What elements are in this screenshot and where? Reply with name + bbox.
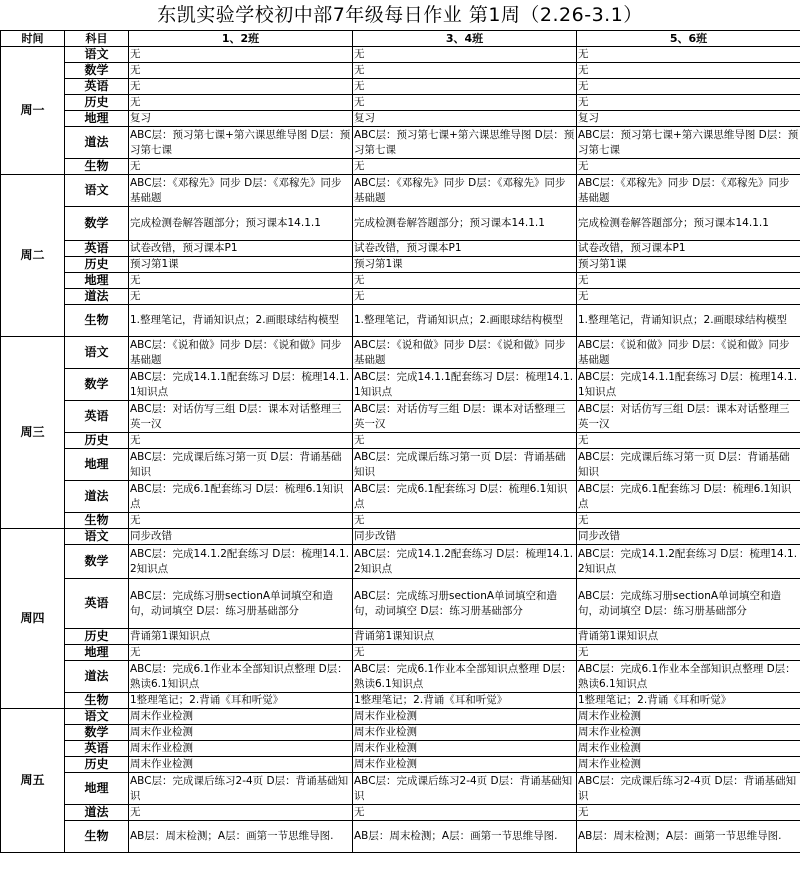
subject-cell: 数学 [65, 369, 129, 401]
header-class-5-6: 5、6班 [577, 31, 800, 47]
subject-cell: 数学 [65, 207, 129, 241]
homework-cell: ABC层：完成课后练习2-4页 D层：背诵基础知识 [129, 773, 353, 805]
homework-cell: 完成检测卷解答题部分；预习课本14.1.1 [129, 207, 353, 241]
homework-cell: 无 [129, 95, 353, 111]
header-time: 时间 [1, 31, 65, 47]
homework-cell: ABC层：预习第七课+第六课思维导图 D层：预习第七课 [577, 127, 800, 159]
day-cell: 周三 [1, 337, 65, 529]
homework-cell: ABC层：对话仿写三组 D层：课本对话整理三英一汉 [129, 401, 353, 433]
homework-cell: ABC层：完成6.1配套练习 D层：梳理6.1知识点 [577, 481, 800, 513]
homework-cell: ABC层：完成6.1作业本全部知识点整理 D层：熟读6.1知识点 [577, 661, 800, 693]
table-row [1, 513, 800, 529]
homework-cell: 试卷改错，预习课本P1 [353, 241, 577, 257]
homework-cell: 周末作业检测 [353, 725, 577, 741]
subject-cell: 生物 [65, 513, 129, 529]
table-row [1, 481, 800, 513]
subject-cell: 历史 [65, 95, 129, 111]
homework-cell: AB层：周末检测；A层：画第一节思维导图. [353, 821, 577, 853]
table-row [1, 111, 800, 127]
homework-cell: ABC层：完成14.1.2配套练习 D层：梳理14.1.2知识点 [129, 545, 353, 579]
table-row [1, 273, 800, 289]
table-row [1, 337, 800, 369]
homework-cell: 同步改错 [577, 529, 800, 545]
subject-cell: 语文 [65, 337, 129, 369]
homework-cell: 预习第1课 [353, 257, 577, 273]
subject-cell: 语文 [65, 529, 129, 545]
subject-cell: 语文 [65, 47, 129, 63]
homework-cell: 无 [353, 513, 577, 529]
homework-cell: ABC层：完成课后练习第一页 D层：背诵基础知识 [353, 449, 577, 481]
homework-cell: 无 [129, 513, 353, 529]
subject-cell: 道法 [65, 127, 129, 159]
subject-cell: 语文 [65, 175, 129, 207]
table-row [1, 175, 800, 207]
subject-cell: 道法 [65, 661, 129, 693]
homework-cell: 无 [353, 645, 577, 661]
subject-cell: 英语 [65, 579, 129, 629]
table-row [1, 773, 800, 805]
homework-cell: ABC层：《说和做》同步 D层：《说和做》同步基础题 [577, 337, 800, 369]
day-cell: 周一 [1, 47, 65, 175]
subject-cell: 道法 [65, 805, 129, 821]
table-row [1, 433, 800, 449]
homework-cell: 同步改错 [353, 529, 577, 545]
subject-cell: 历史 [65, 629, 129, 645]
homework-cell: ABC层：完成练习册sectionA单词填空和造句，动词填空 D层：练习册基础部分 [129, 579, 353, 629]
homework-cell: ABC层：预习第七课+第六课思维导图 D层：预习第七课 [353, 127, 577, 159]
header-class-1-2: 1、2班 [129, 31, 353, 47]
table-row [1, 369, 800, 401]
homework-cell: ABC层：完成6.1作业本全部知识点整理 D层：熟读6.1知识点 [353, 661, 577, 693]
subject-cell: 地理 [65, 449, 129, 481]
homework-cell: ABC层：对话仿写三组 D层：课本对话整理三英一汉 [353, 401, 577, 433]
homework-cell: 1.整理笔记，背诵知识点；2.画眼球结构模型 [129, 305, 353, 337]
homework-cell: ABC层：完成14.1.1配套练习 D层：梳理14.1.1知识点 [577, 369, 800, 401]
homework-cell: 完成检测卷解答题部分；预习课本14.1.1 [577, 207, 800, 241]
homework-cell: ABC层：完成课后练习第一页 D层：背诵基础知识 [577, 449, 800, 481]
subject-cell: 历史 [65, 433, 129, 449]
homework-cell: 试卷改错，预习课本P1 [129, 241, 353, 257]
subject-cell: 语文 [65, 709, 129, 725]
homework-cell: 无 [129, 273, 353, 289]
homework-cell: 无 [129, 645, 353, 661]
subject-cell: 英语 [65, 741, 129, 757]
homework-cell: ABC层：完成14.1.1配套练习 D层：梳理14.1.1知识点 [129, 369, 353, 401]
homework-cell: 无 [353, 79, 577, 95]
homework-cell: 无 [353, 95, 577, 111]
subject-cell: 地理 [65, 111, 129, 127]
homework-cell: 周末作业检测 [577, 709, 800, 725]
homework-cell: ABC层：对话仿写三组 D层：课本对话整理三英一汉 [577, 401, 800, 433]
subject-cell: 历史 [65, 757, 129, 773]
homework-cell: ABC层：《说和做》同步 D层：《说和做》同步基础题 [353, 337, 577, 369]
homework-cell: AB层：周末检测；A层：画第一节思维导图. [129, 821, 353, 853]
table-row [1, 629, 800, 645]
homework-cell: ABC层：《邓稼先》同步 D层：《邓稼先》同步基础题 [353, 175, 577, 207]
table-row [1, 579, 800, 629]
homework-cell: 预习第1课 [129, 257, 353, 273]
homework-cell: 周末作业检测 [353, 757, 577, 773]
subject-cell: 生物 [65, 159, 129, 175]
subject-cell: 道法 [65, 289, 129, 305]
homework-cell: 无 [129, 805, 353, 821]
homework-cell: ABC层：完成练习册sectionA单词填空和造句，动词填空 D层：练习册基础部分 [577, 579, 800, 629]
homework-cell: 周末作业检测 [129, 725, 353, 741]
homework-cell: 无 [577, 63, 800, 79]
homework-cell: 无 [129, 47, 353, 63]
subject-cell: 英语 [65, 241, 129, 257]
subject-cell: 英语 [65, 401, 129, 433]
homework-cell: 1.整理笔记，背诵知识点；2.画眼球结构模型 [577, 305, 800, 337]
homework-cell: 周末作业检测 [129, 757, 353, 773]
homework-cell: ABC层：《说和做》同步 D层：《说和做》同步基础题 [129, 337, 353, 369]
homework-cell: 无 [353, 273, 577, 289]
homework-cell: AB层：周末检测；A层：画第一节思维导图. [577, 821, 800, 853]
homework-cell: 周末作业检测 [129, 709, 353, 725]
homework-cell: 无 [129, 79, 353, 95]
homework-cell: ABC层：完成课后练习2-4页 D层：背诵基础知识 [577, 773, 800, 805]
homework-cell: 1整理笔记；2.背诵《耳和听觉》 [353, 693, 577, 709]
homework-cell: 无 [577, 433, 800, 449]
homework-cell: 无 [129, 289, 353, 305]
homework-cell: 无 [129, 433, 353, 449]
table-row [1, 693, 800, 709]
table-row [1, 79, 800, 95]
homework-cell: 无 [353, 433, 577, 449]
homework-cell: 周末作业检测 [353, 709, 577, 725]
table-row [1, 645, 800, 661]
homework-cell: ABC层：预习第七课+第六课思维导图 D层：预习第七课 [129, 127, 353, 159]
homework-cell: 周末作业检测 [353, 741, 577, 757]
header-row [1, 31, 800, 47]
homework-cell: 试卷改错，预习课本P1 [577, 241, 800, 257]
table-row [1, 545, 800, 579]
day-cell: 周二 [1, 175, 65, 337]
table-row [1, 95, 800, 111]
table-row [1, 661, 800, 693]
subject-cell: 生物 [65, 693, 129, 709]
homework-cell: ABC层：《邓稼先》同步 D层：《邓稼先》同步基础题 [577, 175, 800, 207]
homework-cell: ABC层：完成课后练习第一页 D层：背诵基础知识 [129, 449, 353, 481]
day-cell: 周五 [1, 709, 65, 853]
homework-cell: 背诵第1课知识点 [577, 629, 800, 645]
subject-cell: 地理 [65, 273, 129, 289]
homework-cell: ABC层：完成14.1.1配套练习 D层：梳理14.1.1知识点 [353, 369, 577, 401]
homework-cell: 无 [577, 513, 800, 529]
subject-cell: 数学 [65, 545, 129, 579]
homework-cell: 无 [577, 79, 800, 95]
subject-cell: 数学 [65, 725, 129, 741]
subject-cell: 生物 [65, 305, 129, 337]
homework-cell: 1.整理笔记，背诵知识点；2.画眼球结构模型 [353, 305, 577, 337]
table-row [1, 741, 800, 757]
table-row [1, 63, 800, 79]
subject-cell: 生物 [65, 821, 129, 853]
homework-cell: 复习 [577, 111, 800, 127]
homework-cell: 无 [353, 159, 577, 175]
table-row [1, 305, 800, 337]
subject-cell: 地理 [65, 645, 129, 661]
table-row [1, 709, 800, 725]
page-title: 东凯实验学校初中部7年级每日作业 第1周（2.26-3.1） [157, 4, 643, 26]
homework-cell: 无 [577, 273, 800, 289]
homework-cell: 无 [129, 63, 353, 79]
homework-cell: 无 [577, 95, 800, 111]
subject-cell: 地理 [65, 773, 129, 805]
homework-cell: 无 [577, 289, 800, 305]
subject-cell: 道法 [65, 481, 129, 513]
homework-cell: 无 [353, 63, 577, 79]
homework-cell: ABC层：完成练习册sectionA单词填空和造句，动词填空 D层：练习册基础部分 [353, 579, 577, 629]
homework-cell: 无 [577, 645, 800, 661]
homework-cell: 无 [577, 159, 800, 175]
homework-cell: 无 [353, 47, 577, 63]
table-row [1, 47, 800, 63]
homework-cell: ABC层：完成6.1配套练习 D层：梳理6.1知识点 [353, 481, 577, 513]
day-cell: 周四 [1, 529, 65, 709]
homework-cell: 复习 [129, 111, 353, 127]
homework-table [0, 30, 800, 853]
table-row [1, 757, 800, 773]
table-row [1, 821, 800, 853]
homework-cell: ABC层：完成6.1配套练习 D层：梳理6.1知识点 [129, 481, 353, 513]
homework-cell: ABC层：完成课后练习2-4页 D层：背诵基础知识 [353, 773, 577, 805]
homework-cell: 周末作业检测 [577, 757, 800, 773]
homework-cell: 背诵第1课知识点 [129, 629, 353, 645]
homework-cell: 预习第1课 [577, 257, 800, 273]
homework-cell: ABC层：完成14.1.2配套练习 D层：梳理14.1.2知识点 [577, 545, 800, 579]
table-row [1, 449, 800, 481]
table-row [1, 159, 800, 175]
table-row [1, 207, 800, 241]
homework-cell: 无 [129, 159, 353, 175]
homework-cell: 1整理笔记；2.背诵《耳和听觉》 [129, 693, 353, 709]
homework-cell: ABC层：《邓稼先》同步 D层：《邓稼先》同步基础题 [129, 175, 353, 207]
homework-cell: 复习 [353, 111, 577, 127]
table-row [1, 805, 800, 821]
table-row [1, 725, 800, 741]
homework-cell: 无 [353, 289, 577, 305]
table-row [1, 289, 800, 305]
homework-cell: 同步改错 [129, 529, 353, 545]
subject-cell: 数学 [65, 63, 129, 79]
subject-cell: 历史 [65, 257, 129, 273]
table-row [1, 257, 800, 273]
subject-cell: 英语 [65, 79, 129, 95]
homework-cell: 周末作业检测 [577, 741, 800, 757]
homework-cell: 1整理笔记；2.背诵《耳和听觉》 [577, 693, 800, 709]
homework-cell: 无 [353, 805, 577, 821]
table-row [1, 127, 800, 159]
homework-cell: 无 [577, 47, 800, 63]
header-class-3-4: 3、4班 [353, 31, 577, 47]
homework-cell: 周末作业检测 [577, 725, 800, 741]
homework-cell: 完成检测卷解答题部分；预习课本14.1.1 [353, 207, 577, 241]
table-row [1, 241, 800, 257]
homework-cell: ABC层：完成14.1.2配套练习 D层：梳理14.1.2知识点 [353, 545, 577, 579]
homework-cell: 周末作业检测 [129, 741, 353, 757]
table-row [1, 529, 800, 545]
homework-cell: ABC层：完成6.1作业本全部知识点整理 D层：熟读6.1知识点 [129, 661, 353, 693]
table-row [1, 401, 800, 433]
header-subject: 科目 [65, 31, 129, 47]
homework-cell: 无 [577, 805, 800, 821]
homework-cell: 背诵第1课知识点 [353, 629, 577, 645]
